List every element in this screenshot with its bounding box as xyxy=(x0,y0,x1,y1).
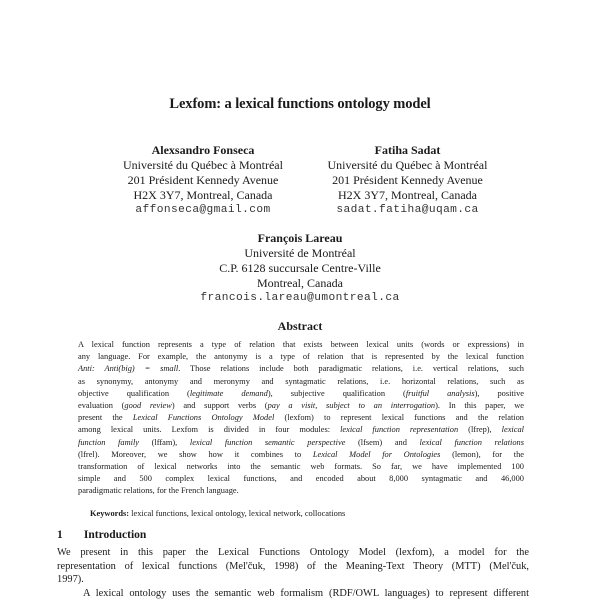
abstract-text: A lexical function represents a type of relation that exists between lexical units (words or expressions) in xyxy=(78,340,524,349)
abstract-text: simple and 500 complex lexical functions, and encoded about 8,000 syntagmatic and 46,000 xyxy=(78,474,524,484)
author-block-lareau xyxy=(190,231,410,306)
abstract-text: (lemon), for the xyxy=(440,449,524,459)
abstract-text: present the xyxy=(78,413,133,423)
abstract-text: as synonymy, antonymy and meronymy and syntagmatic relations, i.e. horizontal relations, such as xyxy=(78,376,524,386)
introduction-text xyxy=(57,546,529,600)
section-heading-introduction xyxy=(57,529,146,541)
abstract-italic-term: good review xyxy=(124,401,172,411)
abstract-text: ). In this paper, we xyxy=(435,401,524,411)
abstract-text: any language. For example, the antonymy is a type of relation that is represented by the lexical function xyxy=(78,352,524,362)
author-affiliation: Université du Québec à Montréal xyxy=(327,158,488,172)
abstract-line xyxy=(78,376,524,388)
abstract-italic-term: legitimate demand xyxy=(189,388,268,398)
abstract-text: among lexical units. Lexfom is divided in four modules: xyxy=(78,425,341,435)
author-affiliation: Université du Québec à Montréal xyxy=(123,158,283,172)
abstract-line xyxy=(78,351,524,363)
abstract-text: evaluation ( xyxy=(78,401,125,411)
body-line: A lexical ontology uses the semantic web formalism (RDF/OWL languages) to represent different xyxy=(83,587,529,599)
author-name: Fatiha Sadat xyxy=(374,143,441,157)
abstract-italic-term: lexical function representation xyxy=(340,425,459,435)
author-block-fonseca xyxy=(108,143,298,218)
section-title: Introduction xyxy=(83,529,147,541)
author-address: H2X 3Y7, Montreal, Canada xyxy=(133,188,273,202)
abstract-line xyxy=(78,412,524,424)
abstract-italic-term: function family xyxy=(78,437,139,447)
abstract-text: (lfrel). Moreover, we show how it combines to xyxy=(78,449,313,459)
author-email: sadat.fatiha@uqam.ca xyxy=(336,204,479,216)
abstract-line xyxy=(78,437,524,449)
body-line: We present in this paper the Lexical Functions Ontology Model (lexfom), a model for the xyxy=(57,547,529,558)
abstract-italic-term: Anti: Anti(big) = small xyxy=(78,364,179,374)
abstract-text: ), subjective qualification ( xyxy=(267,388,406,398)
abstract-italic-term: lexical function relations xyxy=(419,437,524,447)
abstract-body xyxy=(78,339,524,498)
keywords-line xyxy=(90,508,520,520)
abstract-line xyxy=(78,461,524,473)
author-address: Montreal, Canada xyxy=(257,276,343,290)
author-email: affonseca@gmail.com xyxy=(135,204,271,216)
author-name: Alexsandro Fonseca xyxy=(151,143,255,157)
author-address: 201 Président Kennedy Avenue xyxy=(127,173,279,187)
abstract-line xyxy=(78,339,524,351)
abstract-text: (lffam), xyxy=(139,437,190,447)
abstract-text: . Those relations include both paradigmatic relations, i.e. vertical relations, such xyxy=(178,364,524,374)
abstract-text: (lfrep), xyxy=(458,425,502,435)
abstract-italic-term: lexical xyxy=(501,425,524,435)
abstract-line xyxy=(78,400,524,412)
abstract-text: transformation of lexical networks into the semantic web formats. So far, we have implemented 100 xyxy=(78,462,524,472)
paper-title: Lexfom: a lexical functions ontology model xyxy=(169,96,431,112)
abstract-text: (lfsem) and xyxy=(345,437,420,447)
author-name: François Lareau xyxy=(257,231,343,245)
abstract-line xyxy=(78,485,524,497)
abstract-text: paradigmatic relations, for the French language. xyxy=(78,486,239,496)
author-address: H2X 3Y7, Montreal, Canada xyxy=(338,188,477,202)
abstract-text: (lexfom) to represent lexical functions and the relation xyxy=(274,413,524,423)
abstract-text: ) and support verbs ( xyxy=(171,401,268,411)
abstract-italic-term: fruitful analysis xyxy=(405,388,475,398)
abstract-italic-term: lexical function semantic perspective xyxy=(189,437,346,447)
author-address: C.P. 6128 succursale Centre-Ville xyxy=(219,261,381,275)
abstract-italic-term: Lexical Model for Ontologies xyxy=(312,449,441,459)
abstract-line xyxy=(78,424,524,436)
abstract-line xyxy=(78,388,524,400)
body-line: representation of lexical functions (Mel'čuk, 1998) of the Meaning-Text Theory (MTT) (Mel'čuk, xyxy=(57,560,529,572)
author-address: 201 Président Kennedy Avenue xyxy=(332,173,483,187)
abstract-text: objective qualification ( xyxy=(78,388,190,398)
body-line: 1997). xyxy=(57,574,84,586)
author-email: francois.lareau@umontreal.ca xyxy=(200,292,400,304)
abstract-text: ), positive xyxy=(474,388,524,398)
abstract-line xyxy=(78,473,524,485)
abstract-italic-term: Lexical Functions Ontology Model xyxy=(132,413,275,423)
abstract-italic-term: pay a visit, subject to an interrogation xyxy=(267,401,436,411)
keywords-label: Keywords: xyxy=(90,509,130,518)
abstract-line xyxy=(78,363,524,375)
keywords-list: lexical functions, lexical ontology, lexical network, collocations xyxy=(131,509,346,518)
abstract-line xyxy=(78,449,524,461)
author-affiliation: Université de Montréal xyxy=(244,246,356,260)
author-block-sadat xyxy=(320,143,495,218)
abstract-heading: Abstract xyxy=(277,319,323,333)
section-number: 1 xyxy=(57,529,63,541)
